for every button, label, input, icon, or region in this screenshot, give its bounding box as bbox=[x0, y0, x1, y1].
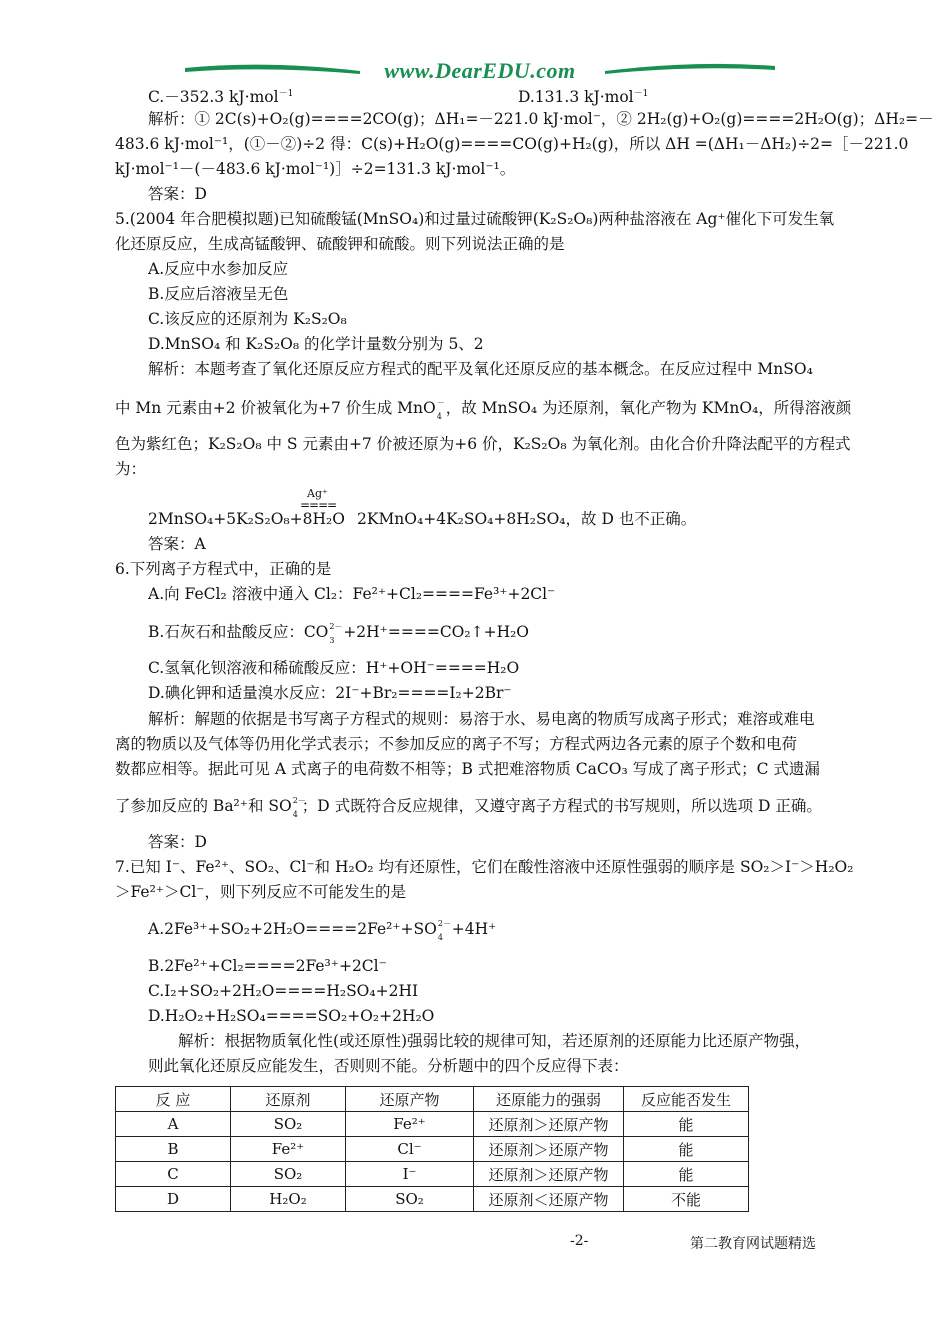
q5-option-b: B.反应后溶液呈无色 bbox=[148, 285, 289, 303]
carbonate-ion-label: 2－ 3 bbox=[329, 622, 343, 645]
q5-option-d: D.MnSO₄ 和 K₂S₂O₈ 的化学计量数分别为 5、2 bbox=[148, 335, 484, 353]
table-cell: D bbox=[116, 1187, 231, 1212]
q5-analysis-line: 解析：本题考查了氧化还原反应方程式的配平及氧化还原反应的基本概念。在反应过程中 MnSO₄ bbox=[148, 360, 813, 378]
q5-analysis-line: 为： bbox=[115, 460, 147, 478]
table-cell: SO₂ bbox=[231, 1112, 346, 1137]
table-header-cell: 还原产物 bbox=[346, 1087, 474, 1112]
q6-stem: 6.下列离子方程式中，正确的是 bbox=[115, 560, 332, 578]
q5-stem: 5.(2004 年合肥模拟题)已知硫酸锰(MnSO₄)和过量过硫酸钾(K₂S₂O₈)两种盐溶液在 Ag⁺催化下可发生氧 bbox=[115, 210, 835, 228]
q6-option-a: A.向 FeCl₂ 溶液中通入 Cl₂：Fe²⁺+Cl₂====Fe³⁺+2Cl⁻ bbox=[148, 585, 556, 603]
table-header-cell: 还原剂 bbox=[231, 1087, 346, 1112]
q6-option-c: C.氢氧化钡溶液和稀硫酸反应：H⁺+OH⁻====H₂O bbox=[148, 659, 520, 677]
q7-analysis-line: 则此氧化还原反应能发生，否则则不能。分析题中的四个反应得下表： bbox=[148, 1057, 629, 1075]
q4-answer: 答案：D bbox=[148, 185, 207, 203]
table-cell: A bbox=[116, 1112, 231, 1137]
q6-analysis-line: 离的物质以及气体等仍用化学式表示；不参加反应的离子不写；方程式两边各元素的原子个数和电荷 bbox=[115, 735, 798, 753]
table-cell: Fe²⁺ bbox=[346, 1112, 474, 1137]
q5-analysis-line: 色为紫红色；K₂S₂O₈ 中 S 元素由+7 价被还原为+6 价，K₂S₂O₈ 为氧化剂。由化合价升降法配平的方程式 bbox=[115, 435, 851, 453]
table-cell: 还原剂＞还原产物 bbox=[474, 1137, 624, 1162]
q5-option-c: C.该反应的还原剂为 K₂S₂O₈ bbox=[148, 310, 347, 328]
reaction-arrow: ==== bbox=[300, 498, 337, 512]
sulfate-ion-label: 2－ 4 bbox=[437, 919, 451, 942]
table-cell: 还原剂＞还原产物 bbox=[474, 1112, 624, 1137]
table-cell: Cl⁻ bbox=[346, 1137, 474, 1162]
footer-source: 第二教育网试题精选 bbox=[690, 1236, 816, 1252]
site-header bbox=[185, 56, 775, 86]
table-row bbox=[116, 1162, 749, 1187]
q5-equation-left: 2MnSO₄+5K₂S₂O₈+8H₂O bbox=[148, 510, 345, 528]
q7-option-c: C.I₂+SO₂+2H₂O====H₂SO₄+2HI bbox=[148, 982, 419, 1000]
q6-analysis-line: 数都应相等。据此可见 A 式离子的电荷数不相等；B 式把难溶物质 CaCO₃ 写成了离子形式；C 式遗漏 bbox=[115, 760, 820, 778]
q5-option-a: A.反应中水参加反应 bbox=[148, 260, 289, 278]
table-header-row bbox=[116, 1087, 749, 1112]
q7-option-b: B.2Fe²⁺+Cl₂====2Fe³⁺+2Cl⁻ bbox=[148, 957, 387, 975]
q4-choice-d: D.131.3 kJ·mol$^{-1}$ bbox=[518, 88, 649, 106]
table-cell: 能 bbox=[624, 1162, 749, 1187]
table-row bbox=[116, 1187, 749, 1212]
q5-answer: 答案：A bbox=[148, 535, 206, 553]
q4-analysis-line: 483.6 kJ·mol⁻¹，(①－②)÷2 得：C(s)+H₂O(g)====CO(g)+H₂(g)，所以 ΔH =(ΔH₁－ΔH₂)÷2=［－221.0 bbox=[115, 135, 909, 153]
page-number: -2- bbox=[570, 1233, 589, 1249]
table-row bbox=[116, 1112, 749, 1137]
table-cell: Fe²⁺ bbox=[231, 1137, 346, 1162]
table-cell: 还原剂＜还原产物 bbox=[474, 1187, 624, 1212]
q5-analysis-line: 中 Mn 元素由+2 价被氧化为+7 价生成 MnO － 4 ，故 MnSO₄ 为还原剂，氧化产物为 KMnO₄，所得溶液颜 bbox=[115, 398, 852, 421]
table-cell: H₂O₂ bbox=[231, 1187, 346, 1212]
q4-analysis-line: 解析：① 2C(s)+O₂(g)====2CO(g)；ΔH₁=－221.0 kJ·mol⁻，② 2H₂(g)+O₂(g)====2H₂O(g)；ΔH₂=－ bbox=[148, 110, 934, 128]
site-logo[interactable]: www.DearEDU.com bbox=[384, 58, 576, 83]
table-header-cell: 反 应 bbox=[116, 1087, 231, 1112]
table-cell: B bbox=[116, 1137, 231, 1162]
table-header-cell: 还原能力的强弱 bbox=[474, 1087, 624, 1112]
table-cell: 能 bbox=[624, 1137, 749, 1162]
q7-analysis-line: 解析：根据物质氧化性(或还原性)强弱比较的规律可知，若还原剂的还原能力比还原产物强， bbox=[178, 1032, 811, 1050]
table-row bbox=[116, 1137, 749, 1162]
table-cell: SO₂ bbox=[231, 1162, 346, 1187]
q7-stem: 7.已知 I⁻、Fe²⁺、SO₂、Cl⁻和 H₂O₂ 均有还原性，它们在酸性溶液中还原性强弱的顺序是 SO₂＞I⁻＞H₂O₂ bbox=[115, 858, 854, 876]
table-cell: I⁻ bbox=[346, 1162, 474, 1187]
q4-choice-c: C.－352.3 kJ·mol$^{-1}$ bbox=[148, 88, 294, 106]
permanganate-ion-label: － 4 bbox=[436, 398, 445, 421]
table-cell: SO₂ bbox=[346, 1187, 474, 1212]
q6-answer: 答案：D bbox=[148, 833, 207, 851]
table-cell: C bbox=[116, 1162, 231, 1187]
catalyst-label: Ag⁺ bbox=[307, 487, 328, 500]
q4-analysis-line: kJ·mol⁻¹－(－483.6 kJ·mol⁻¹)］÷2=131.3 kJ·mol⁻¹。 bbox=[115, 160, 516, 178]
q6-analysis-line: 解析：解题的依据是书写离子方程式的规则：易溶于水、易电离的物质写成离子形式；难溶或难电 bbox=[148, 710, 815, 728]
table-header-cell: 反应能否发生 bbox=[624, 1087, 749, 1112]
q5-equation-right: 2KMnO₄+4K₂SO₄+8H₂SO₄，故 D 也不正确。 bbox=[357, 510, 697, 528]
q5-stem: 化还原反应，生成高锰酸钾、硫酸钾和硫酸。则下列说法正确的是 bbox=[115, 235, 565, 253]
table-cell: 还原剂＞还原产物 bbox=[474, 1162, 624, 1187]
table-cell: 不能 bbox=[624, 1187, 749, 1212]
q6-option-b: B.石灰石和盐酸反应：CO 2－ 3 +2H⁺====CO₂↑+H₂O bbox=[148, 622, 530, 645]
q7-option-d: D.H₂O₂+H₂SO₄====SO₂+O₂+2H₂O bbox=[148, 1007, 435, 1025]
q6-analysis-line: 了参加反应的 Ba²⁺和 SO 2－ 4 ；D 式既符合反应规律，又遵守离子方程式的书写规则，所以选项 D 正确。 bbox=[115, 796, 822, 819]
reaction-analysis-table bbox=[115, 1086, 749, 1212]
q6-option-d: D.碘化钾和适量溴水反应：2I⁻+Br₂====I₂+2Br⁻ bbox=[148, 684, 512, 702]
table-cell: 能 bbox=[624, 1112, 749, 1137]
q7-stem: ＞Fe²⁺＞Cl⁻，则下列反应不可能发生的是 bbox=[115, 883, 406, 901]
sulfate-ion-label: 2－ 4 bbox=[292, 796, 306, 819]
q7-option-a: A.2Fe³⁺+SO₂+2H₂O====2Fe²⁺+SO 2－ 4 +4H⁺ bbox=[148, 919, 497, 942]
